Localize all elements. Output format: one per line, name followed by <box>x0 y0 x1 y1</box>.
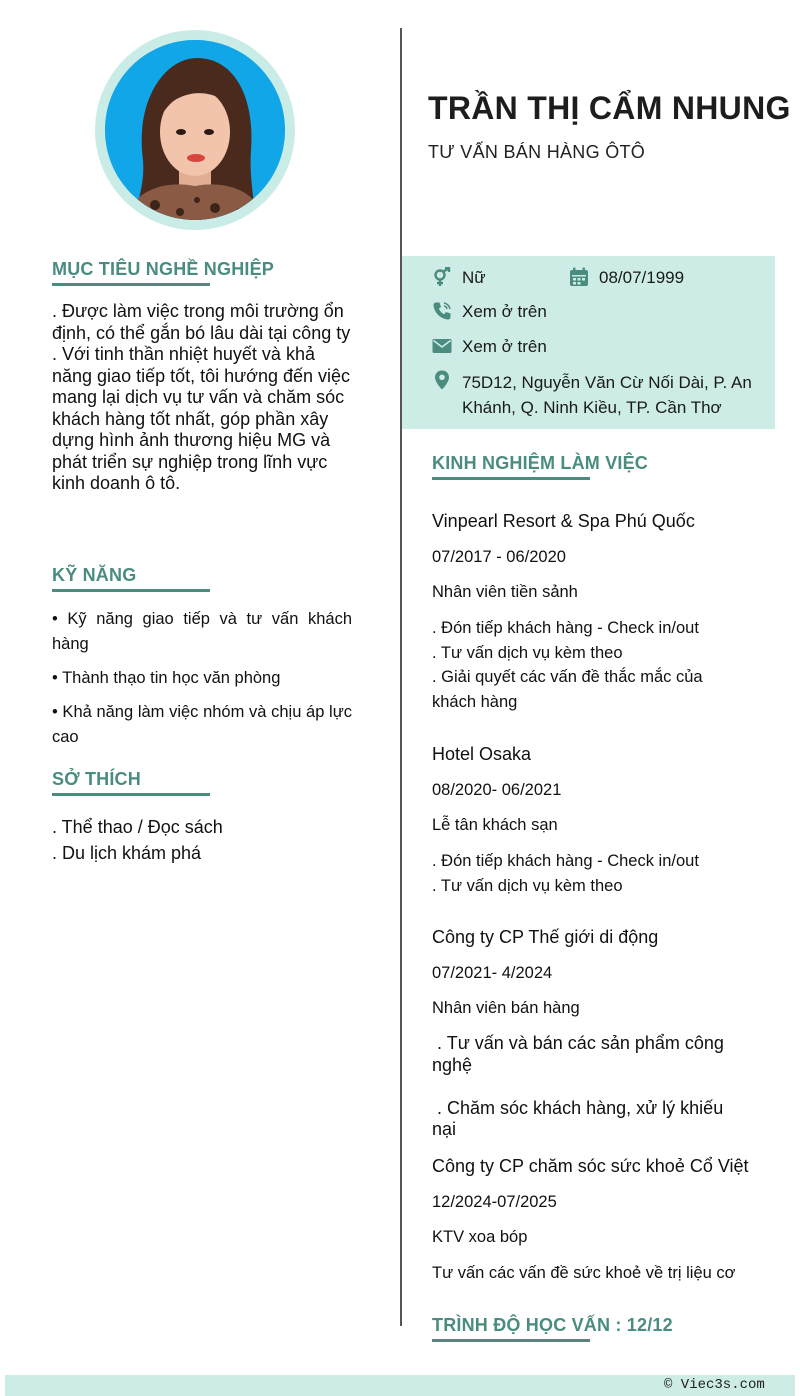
gender-value: Nữ <box>462 268 486 287</box>
job-period: 12/2024-07/2025 <box>432 1193 557 1211</box>
job-company: Công ty CP Thế giới di động <box>432 927 659 947</box>
job-description: . Đón tiếp khách hàng - Check in/out . Tư vấn dịch vụ kèm theo . Giải quyết các vấn đề thắc mắc của khách hàng <box>432 619 703 711</box>
skill-item: • Kỹ năng giao tiếp và tư vấn khách hàng <box>52 610 352 653</box>
job-period: 07/2017 - 06/2020 <box>432 548 566 566</box>
job-role: Nhân viên bán hàng <box>432 999 580 1017</box>
avatar <box>105 40 285 220</box>
hobbies-underline <box>52 793 210 796</box>
objective-text: . Được làm việc trong môi trường ổn định, có thể gắn bó lâu dài tại công ty . Với tinh thần nhiệt huyết và khả năng giao tiếp tốt, tôi hướng đến việc mang lại dịch vụ tư vấn và chăm sóc khách hàng tốt nhất, góp phần xây dựng hình ảnh thương hiệu MG và phát triển sự nghiệp trong lĩnh vực kinh doanh ô tô. <box>52 301 351 493</box>
job-period: 07/2021- 4/2024 <box>432 964 553 982</box>
job-role: KTV xoa bóp <box>432 1228 528 1246</box>
calendar-icon <box>569 267 589 287</box>
birthday-value: 08/07/1999 <box>599 268 685 287</box>
experience-underline <box>432 477 590 480</box>
location-pin-icon <box>432 370 452 390</box>
job-company: Hotel Osaka <box>432 744 532 764</box>
email-value: Xem ở trên <box>462 337 547 356</box>
job-title: TƯ VẤN BÁN HÀNG ÔTÔ <box>428 142 646 162</box>
education-heading: TRÌNH ĐỘ HỌC VẤN : 12/12 <box>432 1315 673 1335</box>
objective-heading: MỤC TIÊU NGHỀ NGHIỆP <box>52 259 275 279</box>
hobbies-heading: SỞ THÍCH <box>52 769 141 789</box>
job-company: Vinpearl Resort & Spa Phú Quốc <box>432 511 695 531</box>
skill-item: • Khả năng làm việc nhóm và chịu áp lực cao <box>52 703 352 746</box>
hobbies-text: . Thể thao / Đọc sách . Du lịch khám phá <box>52 817 223 863</box>
experience-heading: KINH NGHIỆM LÀM VIỆC <box>432 453 649 473</box>
address-value: 75D12, Nguyễn Văn Cừ Nối Dài, P. An Khánh, Q. Ninh Kiều, TP. Cần Thơ <box>462 373 752 417</box>
objective-underline <box>52 283 210 286</box>
skills-underline <box>52 589 210 592</box>
job-role: Nhân viên tiền sảnh <box>432 583 578 601</box>
job-company: Công ty CP chăm sóc sức khoẻ Cổ Việt <box>432 1156 749 1176</box>
skills-heading: KỸ NĂNG <box>52 565 137 585</box>
mail-icon <box>432 336 452 356</box>
education-underline <box>432 1339 590 1342</box>
gender-icon <box>432 267 452 287</box>
column-divider <box>400 28 402 1326</box>
job-period: 08/2020- 06/2021 <box>432 781 562 799</box>
phone-value: Xem ở trên <box>462 302 547 321</box>
job-description: . Tư vấn và bán các sản phẩm công nghệ . Chăm sóc khách hàng, xử lý khiếu nại <box>432 1033 724 1139</box>
footer-credit: © Viec3s.com <box>664 1377 765 1393</box>
job-role: Lễ tân khách sạn <box>432 816 558 834</box>
job-description: Tư vấn các vấn đề sức khoẻ về trị liệu cơ <box>432 1264 736 1282</box>
job-description: . Đón tiếp khách hàng - Check in/out . Tư vấn dịch vụ kèm theo <box>432 852 699 895</box>
candidate-name: TRẦN THỊ CẨM NHUNG <box>428 90 791 126</box>
phone-icon <box>432 301 452 321</box>
skill-item: • Thành thạo tin học văn phòng <box>52 669 281 687</box>
